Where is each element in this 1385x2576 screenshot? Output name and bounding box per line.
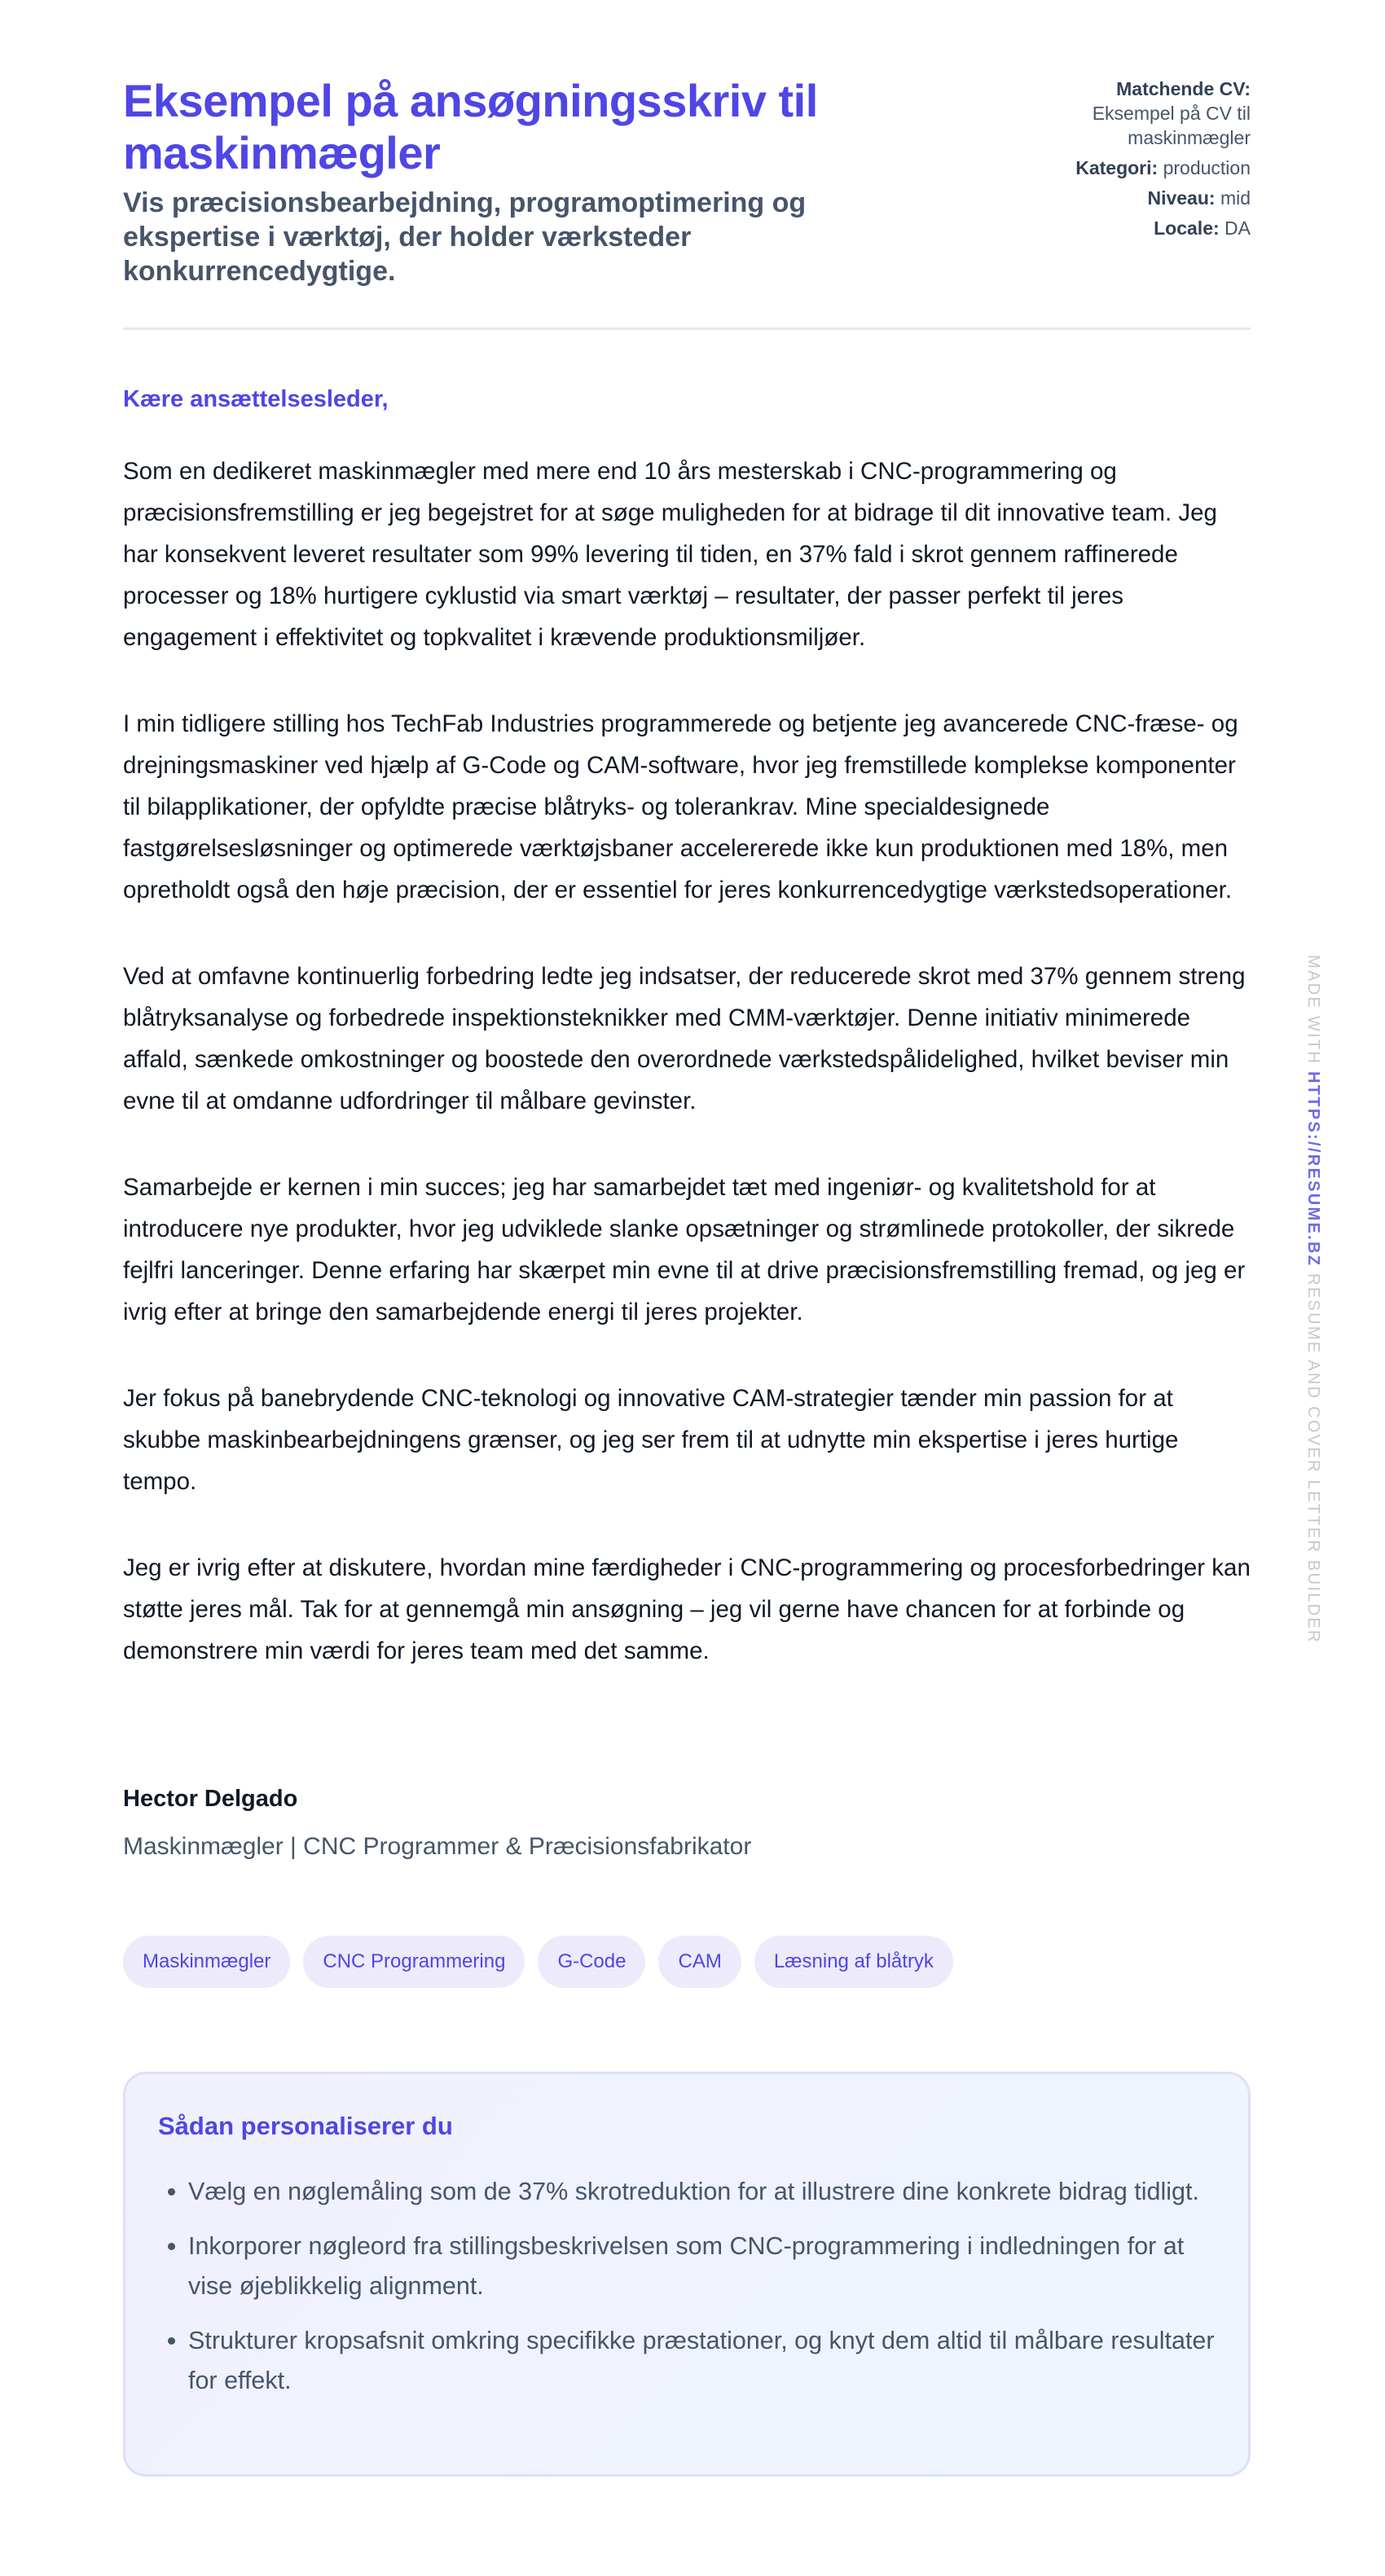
skill-tag[interactable]: Læsning af blåtryk [754,1936,953,1988]
tips-heading: Sådan personaliserer du [158,2112,453,2140]
meta-level [1006,186,1251,210]
page-header [123,0,1251,330]
signature-title: Maskinmægler | CNC Programmer & Præcisionsfabrikator [123,1833,752,1860]
tips-list [158,2172,1216,2401]
skill-tag[interactable]: G-Code [538,1936,645,1988]
meta-category-value: production [1163,157,1251,178]
tips-list-item: • Inkorporer nøgleord fra stillingsbeskrivelsen som CNC-programmering i indledningen for at vise øjeblikkelig alignment. [188,2227,1216,2306]
meta-locale [1006,216,1251,240]
signature-name: Hector Delgado [123,1786,298,1812]
letter-paragraph: Jeg er ivrig efter at diskutere, hvordan mine færdigheder i CNC-programmering og procesforbedringer kan støtte jeres mål. Tak for at gennemgå min ansøgning – jeg vil gerne have chancen for at forbinde og demonstrere min værdi for jeres team med det samme. [123,1554,1251,1664]
letter-greeting: Kære ansættelsesleder, [123,386,389,412]
meta-category [1006,156,1251,180]
meta-category-label: Kategori: [1075,157,1159,178]
watermark [1304,955,1322,1644]
skill-tag[interactable]: CAM [658,1936,741,1988]
letter-body [123,451,1251,1717]
skill-tag[interactable]: Maskinmægler [123,1936,290,1988]
meta-locale-label: Locale: [1154,218,1220,239]
cover-letter-page [123,0,1251,2394]
letter-paragraph: Ved at omfavne kontinuerlig forbedring ledte jeg indsatser, der reducerede skrot med 37% gennem streng blåtryksanalyse og forbedrede inspektionsteknikker med CMM-værktøjer. Denne initiativ minimerede affald, sænkede omkostninger og boostede den overordnede værkstedspålidelighed, hvilket beviser min evne til at omdanne udfordringer til målbare gevinster. [123,963,1246,1114]
tips-list-item: • Vælg en nøglemåling som de 37% skrotreduktion for at illustrere dine konkrete bidrag tidligt. [188,2172,1216,2212]
page-title: Eksempel på ansøgningsskriv til maskinmægler [123,75,818,178]
watermark-suffix: RESUME AND COVER LETTER BUILDER [1304,1273,1322,1644]
meta-level-value: mid [1220,187,1251,209]
personalization-tips-box [123,2072,1251,2477]
watermark-link[interactable]: HTTPS://RESUME.BZ [1304,1071,1322,1268]
watermark-prefix: MADE WITH [1304,955,1322,1066]
meta-matching-cv [1006,77,1251,150]
meta-matching-cv-value[interactable]: Eksempel på CV til maskinmægler [1092,103,1251,148]
letter-paragraph: Jer fokus på banebrydende CNC-teknologi og innovative CAM-strategier tænder min passion for at skubbe maskinbearbejdningens grænser, og jeg ser frem til at udnytte min ekspertise i jeres hurtige tempo. [123,1385,1179,1495]
letter-paragraph: Som en dedikeret maskinmægler med mere end 10 års mesterskab i CNC-programmering og præcisionsfremstilling er jeg begejstret for at søge muligheden for at bidrage til dit innovative team. Jeg har konsekvent leveret resultater som 99% levering til tiden, en 37% fald i skrot gennem raffinerede processer og 18% hurtigere cyklustid via smart værktøj – resultater, der passer perfekt til jeres engagement i effektivitet og topkvalitet i krævende produktionsmiljøer. [123,458,1217,651]
letter-paragraph: Samarbejde er kernen i min succes; jeg har samarbejdet tæt med ingeniør- og kvalitetshold for at introducere nye produkter, hvor jeg udviklede slanke opsætninger og strømlinede protokoller, der sikrede fejlfri lanceringer. Denne erfaring har skærpet min evne til at drive præcisionsfremstilling fremad, og jeg er ivrig efter at bringe den samarbejdende energi til jeres projekter. [123,1174,1246,1325]
tips-list-item: • Strukturer kropsafsnit omkring specifikke præstationer, og knyt dem altid til målbare resultater for effekt. [188,2321,1216,2401]
meta-level-label: Niveau: [1147,187,1216,209]
skill-tags [123,1936,953,1988]
meta-locale-value: DA [1225,218,1251,239]
meta-matching-cv-label: Matchende CV: [1116,78,1251,99]
skill-tag[interactable]: CNC Programmering [303,1936,525,1988]
letter-paragraph: I min tidligere stilling hos TechFab Industries programmerede og betjente jeg avancerede CNC-fræse- og drejningsmaskiner ved hjælp af G-Code og CAM-software, hvor jeg fremstillede komplekse komponenter til bilapplikationer, der opfyldte præcise blåtryks- og tolerankrav. Mine specialdesignede fastgørelsesløsninger og optimerede værktøjsbaner accelererede ikke kun produktionen med 18%, men opretholdt også den høje præcision, der er essentiel for jeres konkurrencedygtige værkstedsoperationer. [123,710,1238,903]
page-subtitle: Vis præcisionsbearbejdning, programoptimering og ekspertise i værktøj, der holder værksteder konkurrencedygtige. [123,187,807,287]
meta-panel [1006,77,1251,246]
